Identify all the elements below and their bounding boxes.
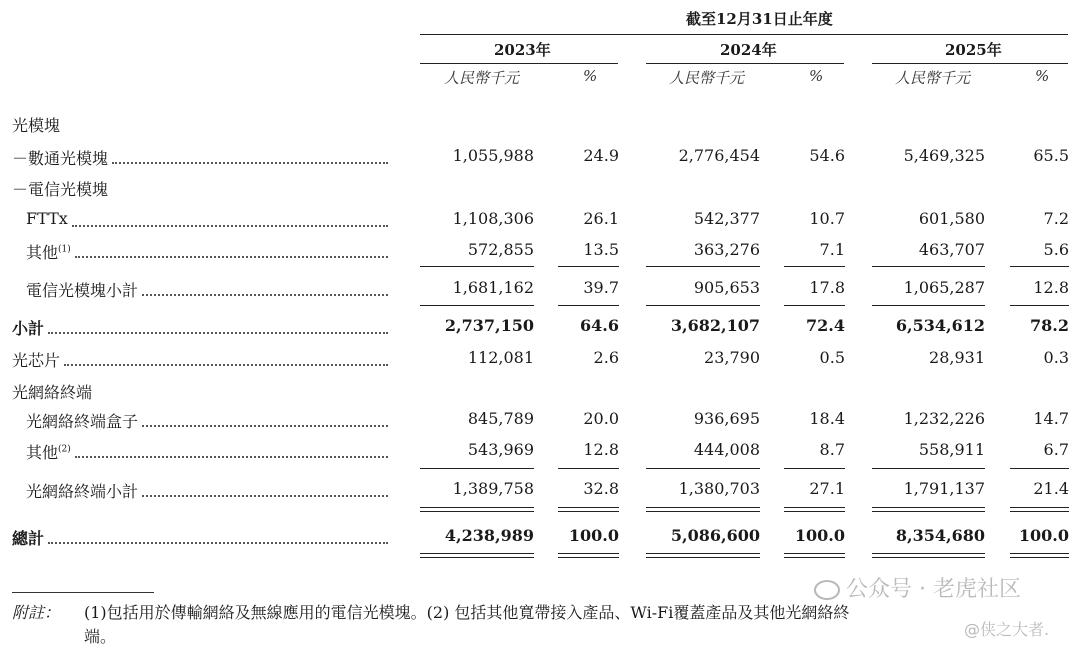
cell-optical-chips-1: 2.6: [593, 348, 619, 367]
row-label-total: [12, 526, 44, 549]
rule-below-total-5: [1010, 553, 1069, 558]
dot-leader: [142, 495, 388, 497]
row-label-text: 小計: [12, 319, 45, 338]
row-label-text: 光網絡終端盒子: [26, 412, 139, 431]
cell-telecom-other-2: 363,276: [693, 240, 760, 259]
rule-above-total-0: [420, 507, 534, 512]
cell-ont-other-2: 444,008: [693, 440, 760, 459]
row-label-text: 總計: [12, 529, 45, 548]
row-label-text: FTTx: [26, 209, 68, 228]
cell-subtotal-2: 3,682,107: [670, 316, 760, 335]
row-label-text: －數通光模塊: [12, 149, 109, 168]
rule-above-telecom-subtotal-1: [558, 266, 619, 267]
cell-optical-chips-3: 0.5: [819, 348, 845, 367]
rule-above-telecom-subtotal-3: [784, 266, 845, 267]
rule-below-telecom-subtotal-4: [872, 305, 985, 306]
cell-ont-subtotal-1: 32.8: [583, 479, 619, 498]
cell-total-2: 5,086,600: [670, 526, 760, 545]
cell-telecom-other-3: 7.1: [819, 240, 845, 259]
period-rule: [420, 34, 1068, 35]
rule-above-total-2: [646, 507, 760, 512]
row-footnote-ref: (1): [58, 244, 71, 255]
cell-telecom-other-5: 5.6: [1043, 240, 1069, 259]
watermark-author: @侠之大者.: [964, 620, 1050, 639]
cell-fttx-3: 10.7: [809, 209, 845, 228]
cell-fttx-0: 1,108,306: [452, 209, 534, 228]
cell-telecom-subtotal-2: 905,653: [693, 278, 760, 297]
rule-below-total-0: [420, 553, 534, 558]
row-label-text: 電信光模塊小計: [26, 281, 139, 300]
row-label-ont-other: [26, 440, 71, 463]
rule-below-telecom-subtotal-3: [784, 305, 845, 306]
rule-above-ont-subtotal-0: [420, 468, 534, 469]
cell-fttx-2: 542,377: [693, 209, 760, 228]
watermark-account: [814, 572, 1021, 603]
rule-above-ont-subtotal-4: [872, 468, 985, 469]
cell-total-4: 8,354,680: [895, 526, 985, 545]
watermark-account-text: 公众号 · 老虎社区: [846, 577, 1021, 602]
row-label-telecom-subtotal: [26, 278, 138, 301]
cell-ont-box-4: 1,232,226: [903, 409, 985, 428]
cell-total-1: 100.0: [568, 526, 619, 545]
year-2025-rule: [872, 63, 1068, 64]
cell-ont-subtotal-0: 1,389,758: [452, 479, 534, 498]
cell-datacom-modules-0: 1,055,988: [452, 146, 534, 165]
dot-leader: [75, 456, 388, 458]
cell-optical-chips-0: 112,081: [467, 348, 534, 367]
cell-subtotal-5: 78.2: [1030, 316, 1069, 335]
cell-ont-subtotal-5: 21.4: [1033, 479, 1069, 498]
year-2024-rule: [646, 63, 844, 64]
row-label-text: 光網絡終端小計: [26, 482, 139, 501]
cell-datacom-modules-2: 2,776,454: [678, 146, 760, 165]
rule-above-telecom-subtotal-2: [646, 266, 760, 267]
dot-leader: [64, 364, 388, 366]
cell-ont-other-0: 543,969: [467, 440, 534, 459]
unit-amount-2023: 人民幣千元: [444, 69, 520, 87]
unit-pct-2025: %: [1035, 67, 1050, 85]
rule-above-total-4: [872, 507, 985, 512]
rule-below-total-3: [784, 553, 845, 558]
row-label-telecom-modules-heading: [12, 177, 108, 200]
rule-below-telecom-subtotal-1: [558, 305, 619, 306]
cell-subtotal-3: 72.4: [806, 316, 845, 335]
footnote-rule: [12, 592, 154, 593]
rule-above-ont-subtotal-5: [1010, 468, 1069, 469]
row-label-text: 光模塊: [12, 116, 61, 135]
cell-subtotal-4: 6,534,612: [895, 316, 985, 335]
rule-above-total-1: [558, 507, 619, 512]
row-label-telecom-other: [26, 240, 71, 263]
rule-above-ont-subtotal-3: [784, 468, 845, 469]
cell-ont-box-1: 20.0: [583, 409, 619, 428]
rule-below-telecom-subtotal-2: [646, 305, 760, 306]
rule-above-telecom-subtotal-5: [1010, 266, 1069, 267]
cell-ont-other-5: 6.7: [1043, 440, 1069, 459]
cell-subtotal-1: 64.6: [580, 316, 619, 335]
rule-above-ont-subtotal-1: [558, 468, 619, 469]
row-label-text: 其他: [26, 443, 59, 462]
dot-leader: [48, 542, 388, 544]
dot-leader: [75, 256, 388, 258]
cell-telecom-subtotal-1: 39.7: [583, 278, 619, 297]
row-footnote-ref: (2): [58, 444, 71, 455]
row-label-optical-modules-heading: [12, 113, 60, 136]
row-label-text: 光網絡終端: [12, 383, 93, 402]
cell-fttx-5: 7.2: [1043, 209, 1069, 228]
cell-optical-chips-2: 23,790: [704, 348, 760, 367]
row-label-subtotal: [12, 316, 44, 339]
row-label-optical-chips: [12, 348, 60, 371]
cell-optical-chips-4: 28,931: [929, 348, 985, 367]
row-label-fttx: [26, 209, 68, 228]
rule-above-telecom-subtotal-0: [420, 266, 534, 267]
cell-datacom-modules-1: 24.9: [583, 146, 619, 165]
cell-subtotal-0: 2,737,150: [444, 316, 534, 335]
cell-ont-box-3: 18.4: [809, 409, 845, 428]
row-label-ont-subtotal: [26, 479, 138, 502]
rule-below-total-1: [558, 553, 619, 558]
cell-fttx-1: 26.1: [583, 209, 619, 228]
cell-datacom-modules-4: 5,469,325: [903, 146, 985, 165]
cell-ont-subtotal-3: 27.1: [809, 479, 845, 498]
rule-above-total-5: [1010, 507, 1069, 512]
row-label-ont-heading: [12, 380, 92, 403]
rule-above-total-3: [784, 507, 845, 512]
dot-leader: [48, 332, 388, 334]
wechat-icon: [814, 580, 840, 600]
cell-telecom-other-0: 572,855: [467, 240, 534, 259]
year-2023-rule: [420, 63, 618, 64]
cell-ont-other-1: 12.8: [583, 440, 619, 459]
unit-amount-2025: 人民幣千元: [895, 69, 971, 87]
unit-pct-2024: %: [809, 67, 824, 85]
year-2023-header: 2023年: [494, 41, 551, 59]
rule-below-telecom-subtotal-5: [1010, 305, 1069, 306]
row-label-ont-box: [26, 409, 138, 432]
year-2025-header: 2025年: [945, 41, 1002, 59]
cell-telecom-subtotal-5: 12.8: [1033, 278, 1069, 297]
cell-datacom-modules-3: 54.6: [809, 146, 845, 165]
cell-ont-other-4: 558,911: [918, 440, 985, 459]
unit-pct-2023: %: [583, 67, 598, 85]
cell-optical-chips-5: 0.3: [1043, 348, 1069, 367]
cell-telecom-other-4: 463,707: [918, 240, 985, 259]
row-label-text: 其他: [26, 243, 59, 262]
period-header: 截至12月31日止年度: [686, 10, 833, 28]
dot-leader: [72, 225, 388, 227]
rule-above-telecom-subtotal-4: [872, 266, 985, 267]
cell-ont-subtotal-4: 1,791,137: [903, 479, 985, 498]
rule-below-total-4: [872, 553, 985, 558]
dot-leader: [112, 162, 388, 164]
footnote-label: 附註：: [12, 603, 61, 622]
cell-telecom-other-1: 13.5: [583, 240, 619, 259]
rule-below-total-2: [646, 553, 760, 558]
cell-ont-box-2: 936,695: [693, 409, 760, 428]
row-label-text: －電信光模塊: [12, 180, 109, 199]
cell-datacom-modules-5: 65.5: [1033, 146, 1069, 165]
cell-telecom-subtotal-0: 1,681,162: [452, 278, 534, 297]
year-2024-header: 2024年: [720, 41, 777, 59]
rule-above-ont-subtotal-2: [646, 468, 760, 469]
row-label-text: 光芯片: [12, 351, 61, 370]
cell-total-0: 4,238,989: [444, 526, 534, 545]
cell-ont-other-3: 8.7: [819, 440, 845, 459]
cell-fttx-4: 601,580: [918, 209, 985, 228]
dot-leader: [142, 294, 388, 296]
cell-telecom-subtotal-3: 17.8: [809, 278, 845, 297]
cell-ont-subtotal-2: 1,380,703: [678, 479, 760, 498]
cell-total-3: 100.0: [794, 526, 845, 545]
footnote-text: (1)包括用於傳輸網絡及無線應用的電信光模塊。(2) 包括其他寬帶接入產品、Wi-Fi覆蓋產品及其他光網絡終: [84, 603, 850, 622]
footnote-text-continued: 端。: [84, 627, 117, 646]
cell-total-5: 100.0: [1018, 526, 1069, 545]
rule-below-telecom-subtotal-0: [420, 305, 534, 306]
unit-amount-2024: 人民幣千元: [669, 69, 745, 87]
dot-leader: [142, 425, 388, 427]
cell-ont-box-5: 14.7: [1033, 409, 1069, 428]
cell-ont-box-0: 845,789: [467, 409, 534, 428]
row-label-datacom-modules: [12, 146, 108, 169]
cell-telecom-subtotal-4: 1,065,287: [903, 278, 985, 297]
